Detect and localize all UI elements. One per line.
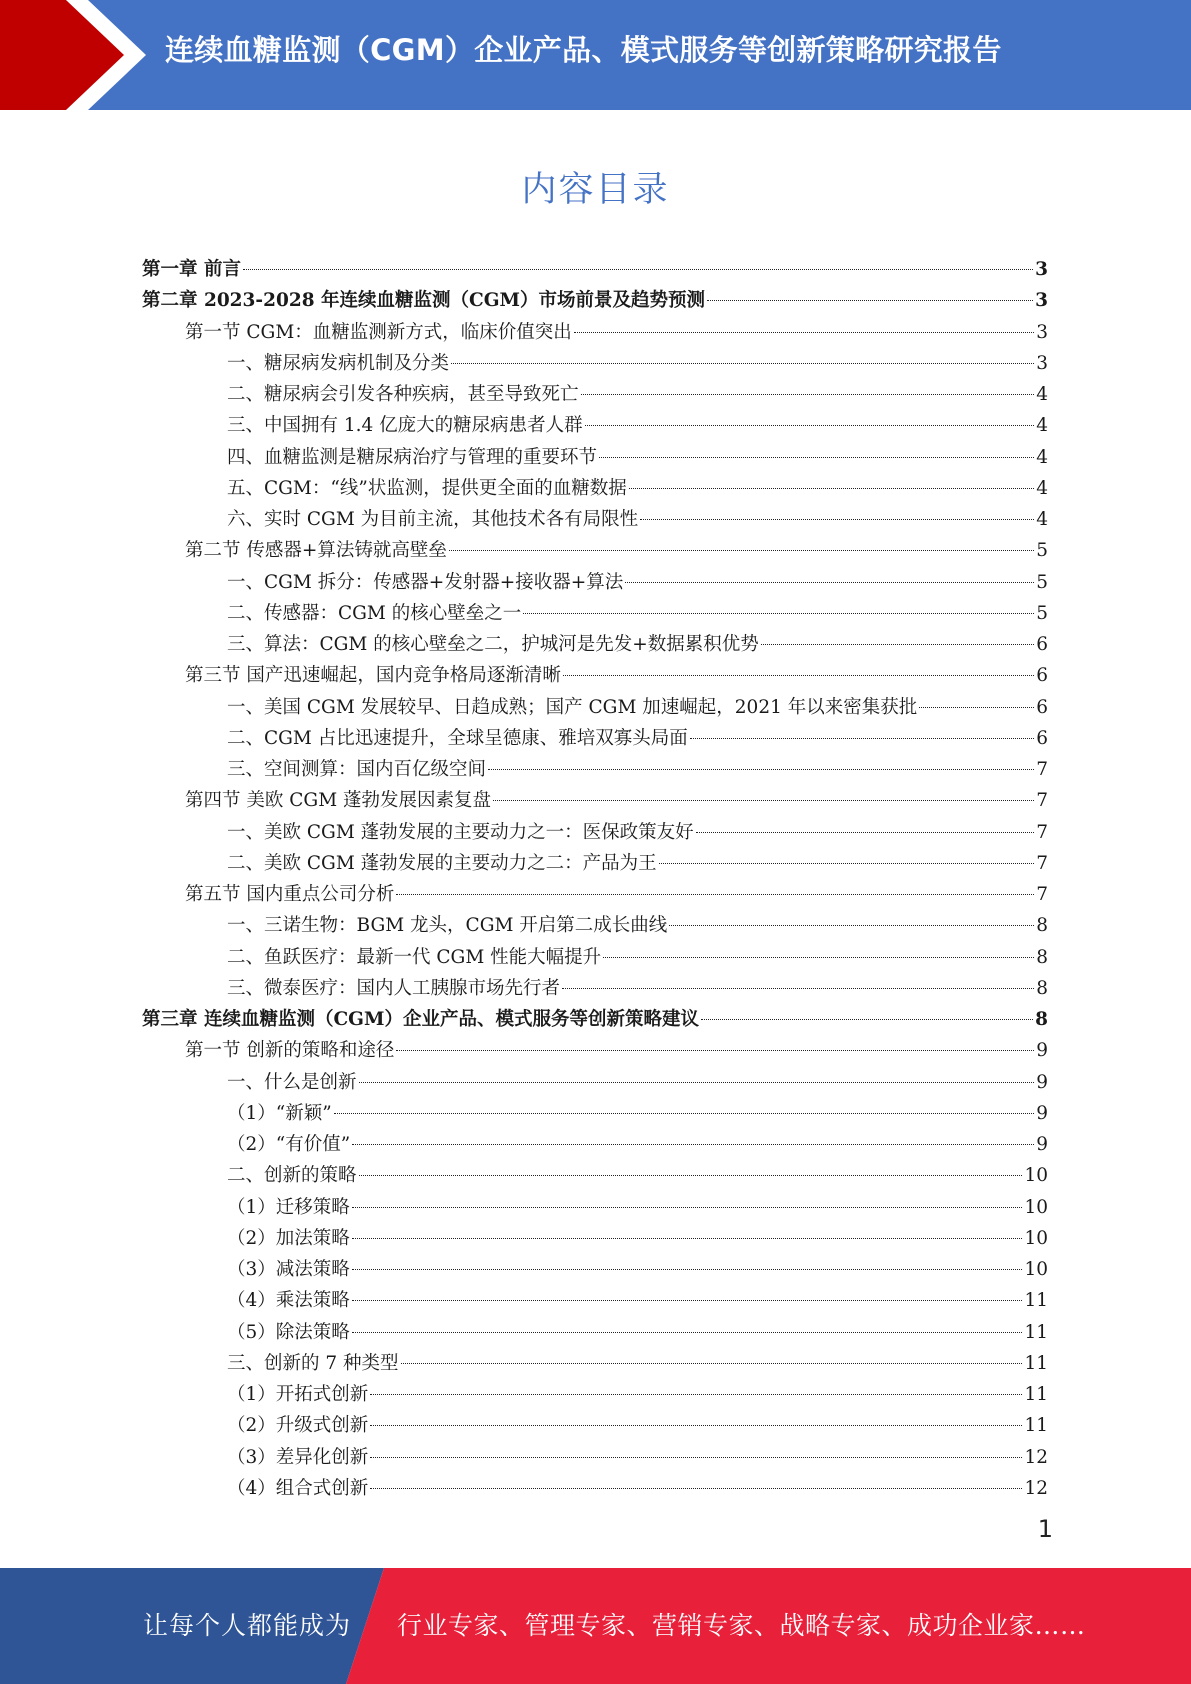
toc-entry-title: 三、创新的 7 种类型 bbox=[227, 1352, 399, 1374]
toc-entry[interactable] bbox=[142, 1192, 1048, 1223]
toc-entry-title: 二、美欧 CGM 蓬勃发展的主要动力之二：产品为王 bbox=[227, 852, 657, 874]
toc-entry[interactable] bbox=[142, 348, 1048, 379]
toc-dot-leader bbox=[669, 925, 1034, 926]
toc-entry[interactable] bbox=[142, 473, 1048, 504]
toc-entry[interactable] bbox=[142, 1379, 1048, 1410]
toc-entry[interactable] bbox=[142, 1442, 1048, 1473]
toc-entry-title: 第五节 国内重点公司分析 bbox=[185, 884, 395, 905]
toc-entry-page: 6 bbox=[1036, 665, 1048, 687]
toc-entry[interactable] bbox=[142, 1035, 1048, 1066]
toc-entry-title: 二、糖尿病会引发各种疾病，甚至导致死亡 bbox=[227, 384, 579, 405]
toc-entry[interactable] bbox=[142, 1129, 1048, 1160]
toc-entry-page: 9 bbox=[1036, 1071, 1048, 1093]
toc-dot-leader bbox=[370, 1394, 1022, 1395]
footer-banner bbox=[0, 1568, 1191, 1684]
toc-entry[interactable] bbox=[142, 317, 1048, 348]
toc-dot-leader bbox=[581, 394, 1035, 395]
toc-entry-page: 7 bbox=[1036, 821, 1048, 843]
toc-entry-title: 六、实时 CGM 为目前主流，其他技术各有局限性 bbox=[227, 509, 639, 530]
toc-entry[interactable] bbox=[142, 942, 1048, 973]
toc-dot-leader bbox=[761, 644, 1034, 645]
toc-dot-leader bbox=[493, 800, 1034, 801]
toc-dot-leader bbox=[690, 738, 1034, 739]
toc-entry[interactable] bbox=[142, 1254, 1048, 1285]
toc-entry-page: 5 bbox=[1036, 602, 1048, 624]
toc-entry[interactable] bbox=[142, 1098, 1048, 1129]
toc-entry[interactable] bbox=[142, 254, 1048, 285]
toc-entry[interactable] bbox=[142, 754, 1048, 785]
toc-entry-title: 第四节 美欧 CGM 蓬勃发展因素复盘 bbox=[185, 790, 492, 812]
toc-entry-page: 3 bbox=[1035, 259, 1048, 280]
toc-entry-title: （2）升级式创新 bbox=[227, 1415, 369, 1437]
toc-entry-page: 4 bbox=[1036, 477, 1048, 499]
toc-entry-title: 三、算法：CGM 的核心壁垒之二，护城河是先发+数据累积优势 bbox=[227, 634, 759, 655]
toc-entry[interactable] bbox=[142, 1348, 1048, 1379]
toc-entry-page: 8 bbox=[1036, 977, 1048, 999]
toc-entry-title: 第三章 连续血糖监测（CGM）企业产品、模式服务等创新策略建议 bbox=[142, 1009, 699, 1030]
toc-dot-leader bbox=[352, 1144, 1034, 1145]
toc-entry-page: 7 bbox=[1036, 790, 1048, 812]
toc-entry-page: 3 bbox=[1036, 352, 1048, 374]
toc-entry[interactable] bbox=[142, 504, 1048, 535]
toc-dot-leader bbox=[696, 832, 1035, 833]
toc-entry[interactable] bbox=[142, 1223, 1048, 1254]
toc-dot-leader bbox=[640, 519, 1034, 520]
toc-entry-title: 三、空间测算：国内百亿级空间 bbox=[227, 759, 487, 780]
toc-entry-title: 二、CGM 占比迅速提升，全球呈德康、雅培双寡头局面 bbox=[227, 727, 688, 749]
toc-entry-page: 10 bbox=[1024, 1227, 1048, 1249]
toc-entry-title: 第一节 创新的策略和途径 bbox=[185, 1040, 395, 1062]
toc-entry-title: （4）乘法策略 bbox=[227, 1290, 350, 1312]
toc-entry[interactable] bbox=[142, 879, 1048, 910]
toc-entry[interactable] bbox=[142, 379, 1048, 410]
toc-dot-leader bbox=[599, 457, 1034, 458]
toc-entry-title: （3）差异化创新 bbox=[227, 1446, 369, 1468]
toc-dot-leader bbox=[401, 1363, 1023, 1364]
toc-entry[interactable] bbox=[142, 629, 1048, 660]
toc-entry[interactable] bbox=[142, 410, 1048, 441]
toc-entry-title: 二、创新的策略 bbox=[227, 1165, 357, 1187]
toc-entry[interactable] bbox=[142, 1285, 1048, 1316]
toc-entry[interactable] bbox=[142, 785, 1048, 816]
toc-entry[interactable] bbox=[142, 692, 1048, 723]
toc-dot-leader bbox=[370, 1425, 1022, 1426]
toc-entry-title: 一、糖尿病发病机制及分类 bbox=[227, 352, 450, 374]
toc-entry[interactable] bbox=[142, 1473, 1048, 1504]
toc-dot-leader bbox=[370, 1457, 1022, 1458]
toc-entry-page: 3 bbox=[1036, 321, 1048, 343]
toc-entry-title: （2）加法策略 bbox=[227, 1227, 350, 1249]
toc-entry-page: 4 bbox=[1036, 384, 1048, 405]
toc-entry-page: 6 bbox=[1036, 727, 1048, 749]
toc-entry-title: 第一节 CGM：血糖监测新方式，临床价值突出 bbox=[185, 321, 572, 343]
toc-entry-page: 4 bbox=[1036, 446, 1048, 468]
toc-entry-title: 一、美国 CGM 发展较早、日趋成熟；国产 CGM 加速崛起，2021 年以来密集获批 bbox=[227, 696, 918, 718]
toc-dot-leader bbox=[352, 1269, 1023, 1270]
toc-entry-page: 11 bbox=[1024, 1352, 1048, 1374]
toc-dot-leader bbox=[701, 1019, 1033, 1020]
toc-entry[interactable] bbox=[142, 1160, 1048, 1191]
toc-dot-leader bbox=[563, 675, 1034, 676]
footer-slogan-right: 行业专家、管理专家、营销专家、战略专家、成功企业家…… bbox=[397, 1611, 1086, 1640]
toc-entry[interactable] bbox=[142, 1317, 1048, 1348]
toc-entry-page: 8 bbox=[1035, 1009, 1048, 1030]
toc-entry-title: 二、传感器：CGM 的核心壁垒之一 bbox=[227, 602, 522, 624]
toc-dot-leader bbox=[359, 1175, 1023, 1176]
toc-dot-leader bbox=[352, 1332, 1023, 1333]
toc-entry-page: 11 bbox=[1024, 1415, 1048, 1437]
toc-entry[interactable] bbox=[142, 598, 1048, 629]
toc-dot-leader bbox=[334, 1113, 1035, 1114]
toc-dot-leader bbox=[352, 1300, 1023, 1301]
toc-dot-leader bbox=[585, 425, 1035, 426]
toc-entry-page: 12 bbox=[1024, 1446, 1048, 1468]
header-arrow-decoration bbox=[0, 0, 160, 110]
toc-entry-title: 第三节 国产迅速崛起，国内竞争格局逐渐清晰 bbox=[185, 665, 561, 687]
toc-entry-page: 7 bbox=[1036, 759, 1048, 780]
toc-dot-leader bbox=[629, 488, 1034, 489]
toc-dot-leader bbox=[707, 300, 1033, 301]
toc-entry[interactable] bbox=[142, 848, 1048, 879]
toc-entry-title: 第二节 传感器+算法铸就高壁垒 bbox=[185, 540, 447, 562]
toc-entry[interactable] bbox=[142, 1004, 1048, 1035]
toc-entry[interactable] bbox=[142, 535, 1048, 566]
toc-entry-page: 7 bbox=[1036, 852, 1048, 874]
toc-entry-title: （1）迁移策略 bbox=[227, 1196, 350, 1218]
toc-entry-page: 4 bbox=[1036, 415, 1048, 437]
toc-entry-title: 四、血糖监测是糖尿病治疗与管理的重要环节 bbox=[227, 446, 598, 468]
toc-entry-title: 五、CGM：“线”状监测，提供更全面的血糖数据 bbox=[227, 477, 627, 499]
header-banner bbox=[0, 0, 1191, 110]
footer-slogan-left: 让每个人都能成为 bbox=[143, 1611, 352, 1640]
toc-entry-page: 11 bbox=[1024, 1384, 1048, 1405]
toc-entry-page: 10 bbox=[1024, 1196, 1048, 1218]
toc-entry-title: 第二章 2023-2028 年连续血糖监测（CGM）市场前景及趋势预测 bbox=[142, 290, 706, 312]
toc-entry[interactable] bbox=[142, 1410, 1048, 1441]
toc-entry-title: （3）减法策略 bbox=[227, 1259, 350, 1280]
toc-entry[interactable] bbox=[142, 723, 1048, 754]
toc-entry-title: 三、微泰医疗：国内人工胰腺市场先行者 bbox=[227, 977, 561, 999]
toc-dot-leader bbox=[451, 363, 1034, 364]
toc-entry-title: 一、三诺生物：BGM 龙头，CGM 开启第二成长曲线 bbox=[227, 915, 668, 937]
toc-dot-leader bbox=[603, 957, 1034, 958]
toc-entry-page: 10 bbox=[1024, 1259, 1048, 1280]
toc-entry-title: 一、什么是创新 bbox=[227, 1071, 357, 1093]
toc-entry-page: 10 bbox=[1024, 1165, 1048, 1187]
toc-entry-page: 8 bbox=[1036, 915, 1048, 937]
toc-entry[interactable] bbox=[142, 910, 1048, 941]
toc-entry-page: 5 bbox=[1036, 540, 1048, 562]
toc-entry-page: 8 bbox=[1036, 946, 1048, 968]
toc-entry[interactable] bbox=[142, 442, 1048, 473]
toc-entry-title: 二、鱼跃医疗：最新一代 CGM 性能大幅提升 bbox=[227, 946, 602, 968]
toc-entry[interactable] bbox=[142, 973, 1048, 1004]
toc-dot-leader bbox=[625, 582, 1034, 583]
toc-entry[interactable] bbox=[142, 285, 1048, 316]
toc-entry-page: 11 bbox=[1024, 1321, 1048, 1343]
toc-entry-page: 6 bbox=[1036, 634, 1048, 655]
toc-dot-leader bbox=[243, 269, 1033, 270]
toc-entry-page: 6 bbox=[1036, 696, 1048, 718]
report-title: 连续血糖监测（CGM）企业产品、模式服务等创新策略研究报告 bbox=[165, 33, 1002, 67]
toc-entry-title: 一、美欧 CGM 蓬勃发展的主要动力之一：医保政策友好 bbox=[227, 821, 694, 843]
toc-dot-leader bbox=[574, 332, 1034, 333]
toc-entry-title: （2）“有价值” bbox=[227, 1134, 351, 1155]
toc-dot-leader bbox=[396, 1050, 1034, 1051]
toc-entry-page: 9 bbox=[1036, 1102, 1048, 1124]
toc-list bbox=[142, 254, 1048, 1504]
toc-entry-page: 9 bbox=[1036, 1040, 1048, 1062]
toc-entry-page: 3 bbox=[1035, 290, 1048, 312]
toc-dot-leader bbox=[352, 1238, 1023, 1239]
toc-entry-page: 9 bbox=[1036, 1134, 1048, 1155]
toc-dot-leader bbox=[488, 769, 1034, 770]
toc-entry-title: （5）除法策略 bbox=[227, 1321, 350, 1343]
toc-entry-page: 12 bbox=[1024, 1477, 1048, 1499]
toc-dot-leader bbox=[523, 613, 1034, 614]
toc-dot-leader bbox=[396, 894, 1034, 895]
toc-entry-title: 第一章 前言 bbox=[142, 259, 241, 280]
toc-dot-leader bbox=[659, 863, 1035, 864]
toc-entry[interactable] bbox=[142, 567, 1048, 598]
toc-dot-leader bbox=[370, 1488, 1022, 1489]
toc-entry-title: （1）“新颖” bbox=[227, 1102, 332, 1124]
toc-title: 内容目录 bbox=[521, 170, 670, 210]
toc-entry-page: 11 bbox=[1024, 1290, 1048, 1312]
toc-dot-leader bbox=[352, 1207, 1023, 1208]
toc-dot-leader bbox=[919, 707, 1034, 708]
toc-dot-leader bbox=[562, 988, 1034, 989]
toc-dot-leader bbox=[449, 550, 1034, 551]
toc-entry-page: 4 bbox=[1036, 509, 1048, 530]
page-number: 1 bbox=[1037, 1515, 1053, 1543]
toc-entry-title: 三、中国拥有 1.4 亿庞大的糖尿病患者人群 bbox=[227, 415, 583, 437]
toc-entry-page: 7 bbox=[1036, 884, 1048, 905]
toc-entry[interactable] bbox=[142, 660, 1048, 691]
toc-entry[interactable] bbox=[142, 817, 1048, 848]
toc-entry-page: 5 bbox=[1036, 571, 1048, 593]
toc-entry-title: 一、CGM 拆分：传感器+发射器+接收器+算法 bbox=[227, 571, 624, 593]
toc-entry-title: （4）组合式创新 bbox=[227, 1477, 369, 1499]
toc-entry-title: （1）开拓式创新 bbox=[227, 1384, 369, 1405]
toc-dot-leader bbox=[359, 1082, 1035, 1083]
toc-entry[interactable] bbox=[142, 1067, 1048, 1098]
